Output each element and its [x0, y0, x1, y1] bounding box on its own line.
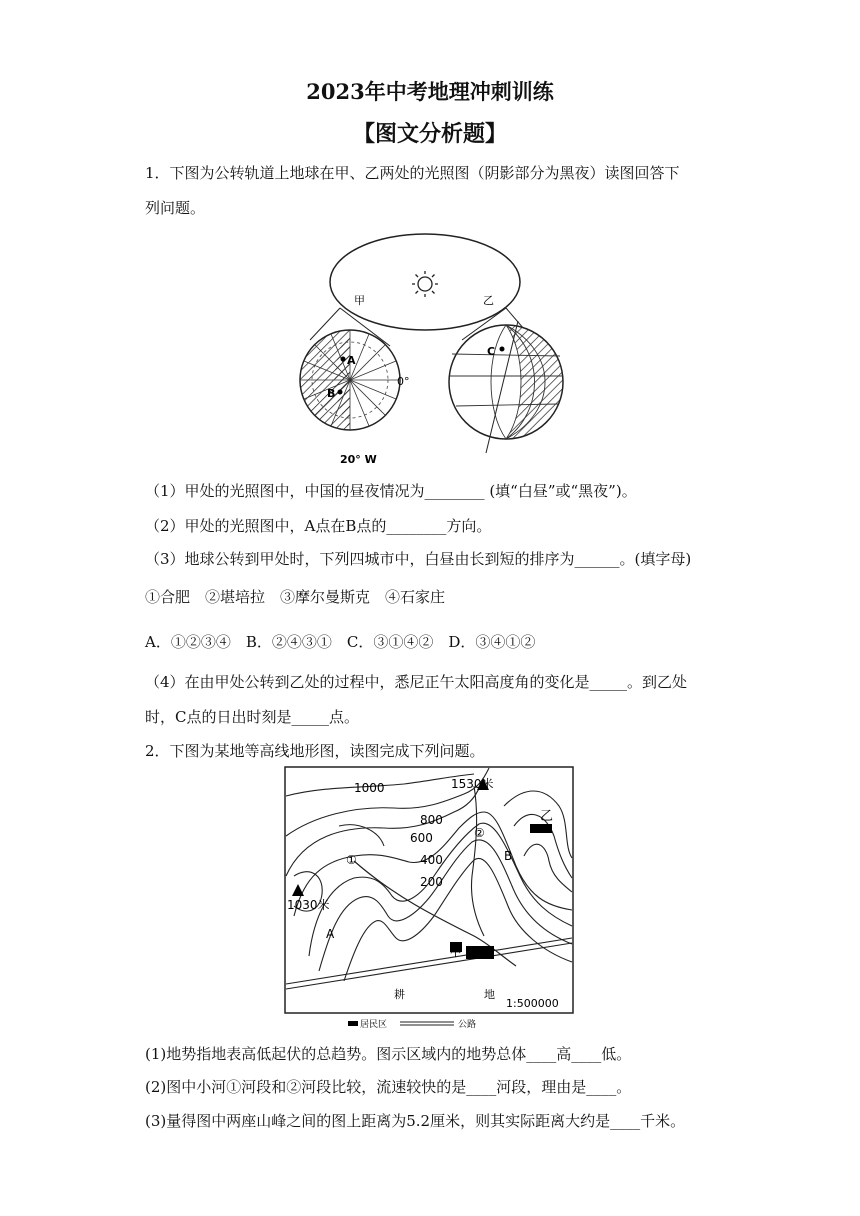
q2-sub1: (1)地势指地表高低起伏的总趋势。图示区域内的地势总体____高____低。 [145, 1045, 632, 1063]
q1-sub4-line2: 时，C点的日出时刻是_____点。 [145, 708, 359, 726]
settlement-jia-icon [466, 946, 494, 959]
river-mark-1: ① [346, 853, 357, 867]
q2-sub3: (3)量得图中两座山峰之间的图上距离为5.2厘米，则其实际距离大约是____千米。 [145, 1112, 686, 1130]
label-0-degree: 0° [397, 375, 410, 388]
legend-residential-icon [348, 1021, 358, 1026]
q2-sub2: (2)图中小河①河段和②河段比较，流速较快的是____河段，理由是____。 [145, 1078, 632, 1096]
q1-sub4-line1: （4）在由甲处公转到乙处的过程中，悉尼正午太阳高度角的变化是_____。到乙处 [145, 673, 688, 691]
contour-1000: 1000 [354, 781, 385, 795]
label-20w: 20° W [340, 453, 377, 466]
point-a-label: A [347, 354, 356, 367]
section-title: 【图文分析题】 [352, 121, 507, 147]
q1-sub3: （3）地球公转到甲处时，下列四城市中，白昼由长到短的排序为______。(填字母) [145, 550, 692, 568]
legend-residential-label: 居民区 [360, 1020, 388, 1030]
contour-600: 600 [410, 831, 433, 845]
q1-options: A．①②③④ B．②④③① C．③①④② D．③④①② [145, 633, 536, 651]
contour-200: 200 [420, 875, 443, 889]
contour-map [284, 766, 576, 1036]
sun-icon [412, 271, 438, 297]
page-title: 2023年中考地理冲刺训练 [306, 79, 554, 104]
q1-stem-line1: 1．下图为公转轨道上地球在甲、乙两处的光照图（阴影部分为黑夜）读图回答下 [145, 164, 680, 182]
contour-400: 400 [420, 853, 443, 867]
point-b-map-label: B [504, 849, 513, 863]
q1-sub2: （2）甲处的光照图中，A点在B点的________方向。 [145, 517, 492, 535]
q2-stem: 2．下图为某地等高线地形图，读图完成下列问题。 [145, 742, 485, 760]
illumination-diagram [290, 228, 580, 468]
settlement-yi-label: 乙 [540, 809, 554, 824]
peak-label-1530: 1530米 [451, 777, 494, 791]
peak-label-1030: 1030米 [287, 898, 330, 912]
q1-cities: ①合肥 ②堪培拉 ③摩尔曼斯克 ④石家庄 [145, 588, 446, 606]
map-scale: 1:500000 [506, 997, 559, 1010]
farmland-label-1: 耕 [394, 988, 405, 1001]
globe-yi [449, 321, 570, 453]
settlement-jia-label: 甲 [449, 945, 463, 960]
river-mark-2: ② [474, 826, 485, 840]
orbit-ellipse [330, 234, 520, 330]
contour-800: 800 [420, 813, 443, 827]
point-b-label: B [327, 387, 336, 400]
legend-road-label: 公路 [458, 1020, 477, 1030]
globe-jia [290, 328, 400, 432]
orbit-label-yi: 乙 [483, 294, 494, 307]
point-c-label: C [487, 345, 496, 358]
orbit-label-jia: 甲 [354, 294, 365, 307]
settlement-yi-icon [530, 824, 552, 833]
point-a-map-label: A [326, 927, 335, 941]
q1-sub1: （1）甲处的光照图中，中国的昼夜情况为________ (填“白昼”或“黑夜”)。 [145, 482, 637, 500]
q1-stem-line2: 列问题。 [145, 199, 206, 217]
farmland-label-2: 地 [484, 988, 495, 1001]
